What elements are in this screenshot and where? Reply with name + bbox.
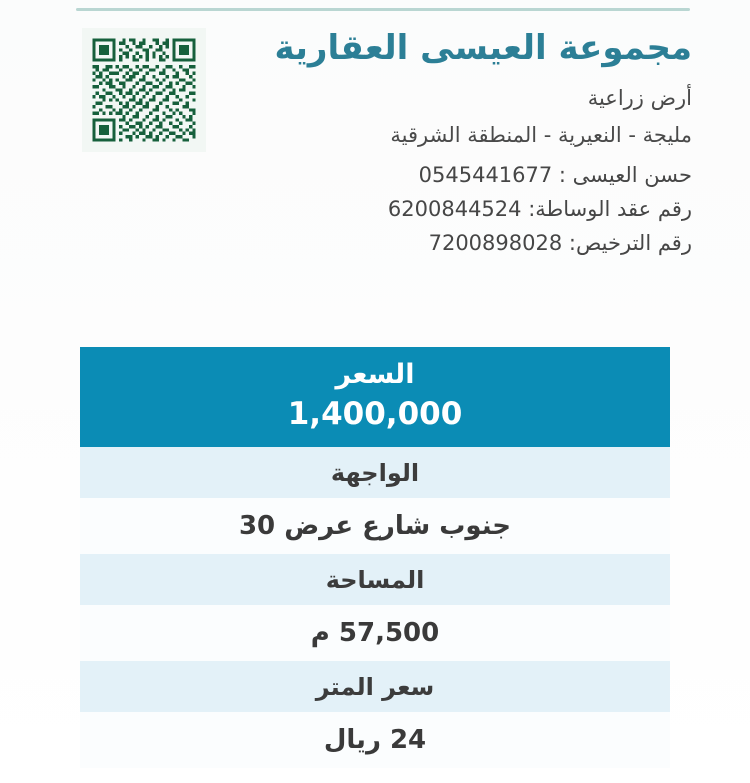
detail-label-area (80, 554, 670, 605)
license-number-line: رقم الترخيص: 7200898028 (428, 231, 692, 256)
price-banner (80, 347, 670, 447)
brand-title: مجموعة العيسى العقارية (274, 28, 692, 68)
detail-value-text: جنوب شارع عرض 30 (238, 511, 512, 541)
listing-header (0, 24, 750, 324)
detail-label-text: سعر المتر (315, 672, 435, 701)
detail-value-area (80, 605, 670, 661)
detail-value-text: 24 ريال (323, 725, 427, 755)
listing-header-text (206, 24, 692, 260)
detail-value-frontage (80, 498, 670, 554)
detail-label-frontage (80, 447, 670, 498)
agent-contact-line: حسن العيسى : 0545441677 (418, 163, 692, 188)
qr-code-icon[interactable] (82, 28, 206, 152)
top-divider (76, 8, 690, 11)
detail-label-text: المساحة (325, 565, 425, 594)
property-type: أرض زراعية (587, 86, 692, 111)
property-location: مليجة - النعيرية - المنطقة الشرقية (390, 122, 692, 147)
detail-value-price-per-meter (80, 712, 670, 768)
price-value: 1,400,000 (287, 395, 463, 432)
detail-label-price-per-meter (80, 661, 670, 712)
detail-value-text: 57,500 م (310, 618, 440, 648)
price-label: السعر (335, 358, 415, 390)
brokerage-contract-line: رقم عقد الوساطة: 6200844524 (387, 197, 692, 222)
property-details-table (80, 347, 670, 768)
detail-label-text: الواجهة (330, 458, 420, 487)
